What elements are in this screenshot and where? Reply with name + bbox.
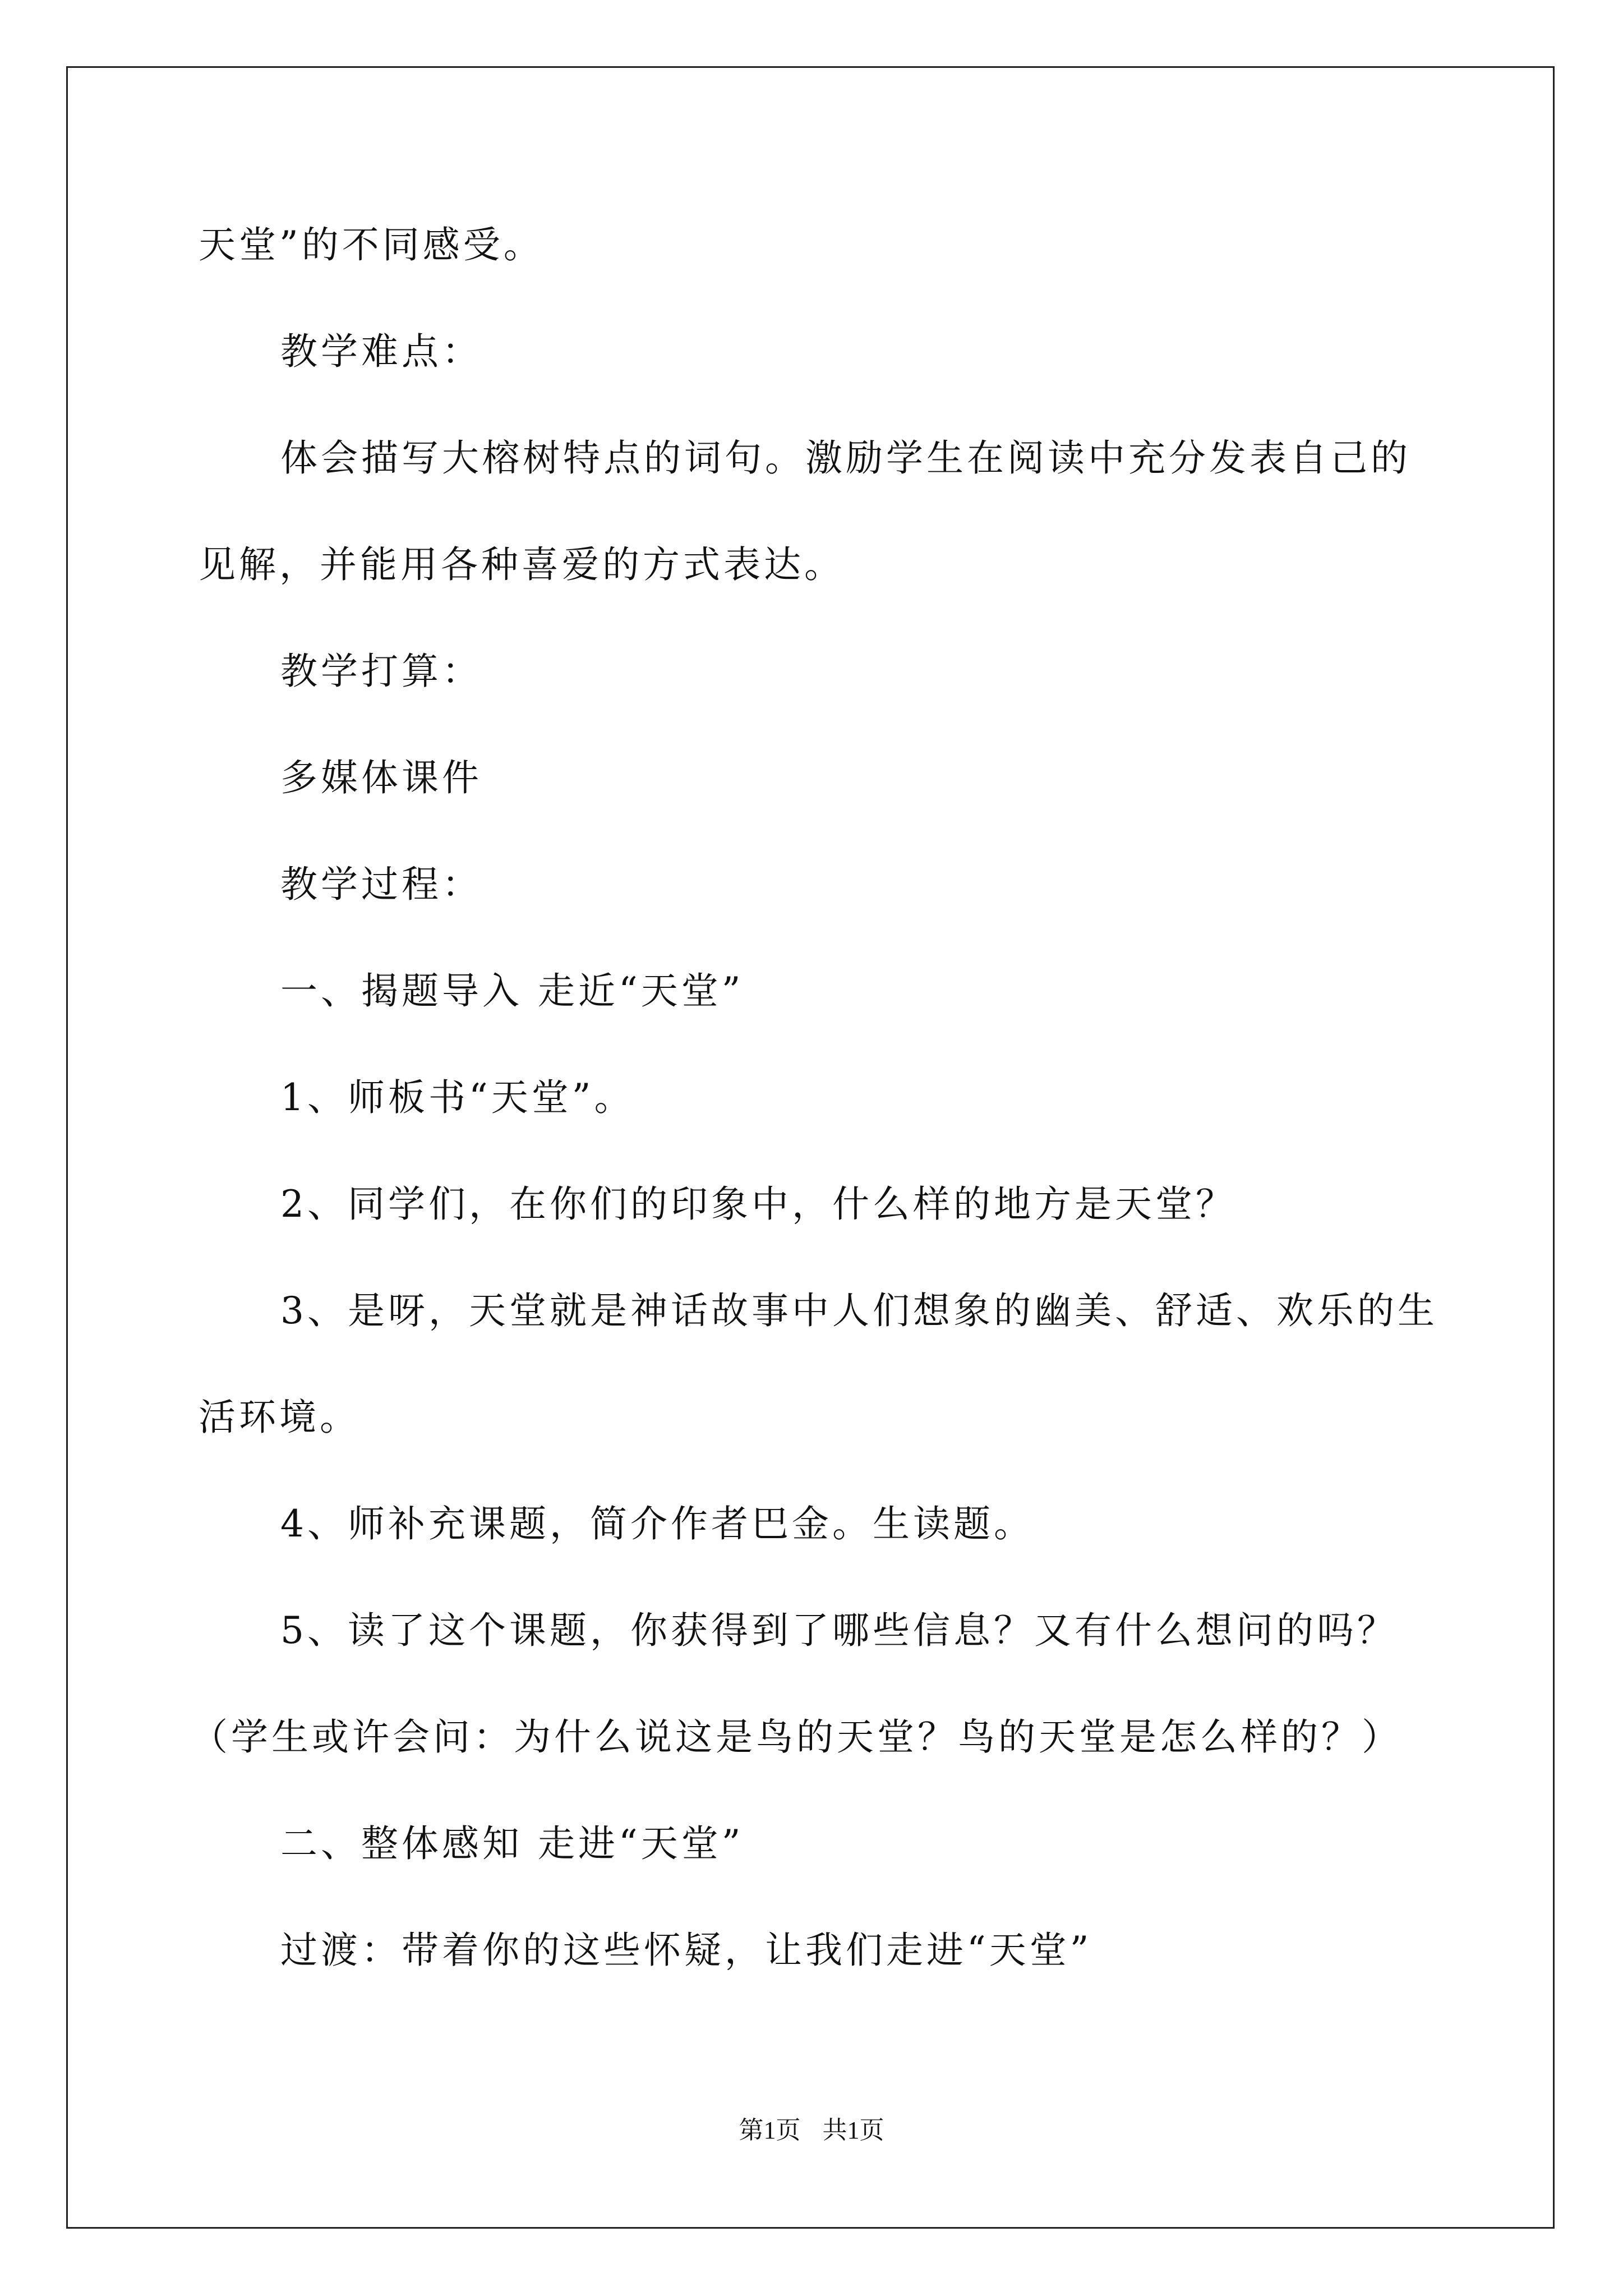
list-item: 3、是呀，天堂就是神话故事中人们想象的幽美、舒适、欢乐的生 (280, 1289, 1438, 1332)
section-heading: 教学过程： (280, 863, 482, 906)
section-heading: 二、整体感知 走进“天堂” (280, 1822, 744, 1865)
text-line: 天堂”的不同感受。 (199, 223, 544, 266)
list-item: 1、师板书“天堂”。 (280, 1076, 635, 1119)
page-number: 第1页 (739, 2116, 801, 2144)
text-line: 活环境。 (199, 1396, 360, 1439)
text-line: 见解，并能用各种喜爱的方式表达。 (199, 543, 845, 586)
section-heading: 一、揭题导入 走近“天堂” (280, 969, 744, 1013)
text-line: （学生或许会问：为什么说这是鸟的天堂？鸟的天堂是怎么样的？） (191, 1715, 1402, 1759)
page-footer (0, 2114, 1623, 2147)
text-line: 过渡：带着你的这些怀疑，让我们走进“天堂” (280, 1929, 1092, 1972)
list-item: 4、师补充课题，简介作者巴金。生读题。 (280, 1502, 1034, 1545)
page-border (66, 66, 1555, 2229)
section-heading: 教学难点： (280, 330, 482, 373)
list-item: 5、读了这个课题，你获得到了哪些信息？又有什么想问的吗？ (280, 1609, 1398, 1652)
section-heading: 教学打算： (280, 650, 482, 693)
text-line: 体会描写大榕树特点的词句。激励学生在阅读中充分发表自己的 (280, 436, 1411, 480)
text-line: 多媒体课件 (280, 756, 482, 799)
list-item: 2、同学们，在你们的印象中，什么样的地方是天堂？ (280, 1182, 1236, 1226)
page-total: 共1页 (822, 2116, 884, 2144)
